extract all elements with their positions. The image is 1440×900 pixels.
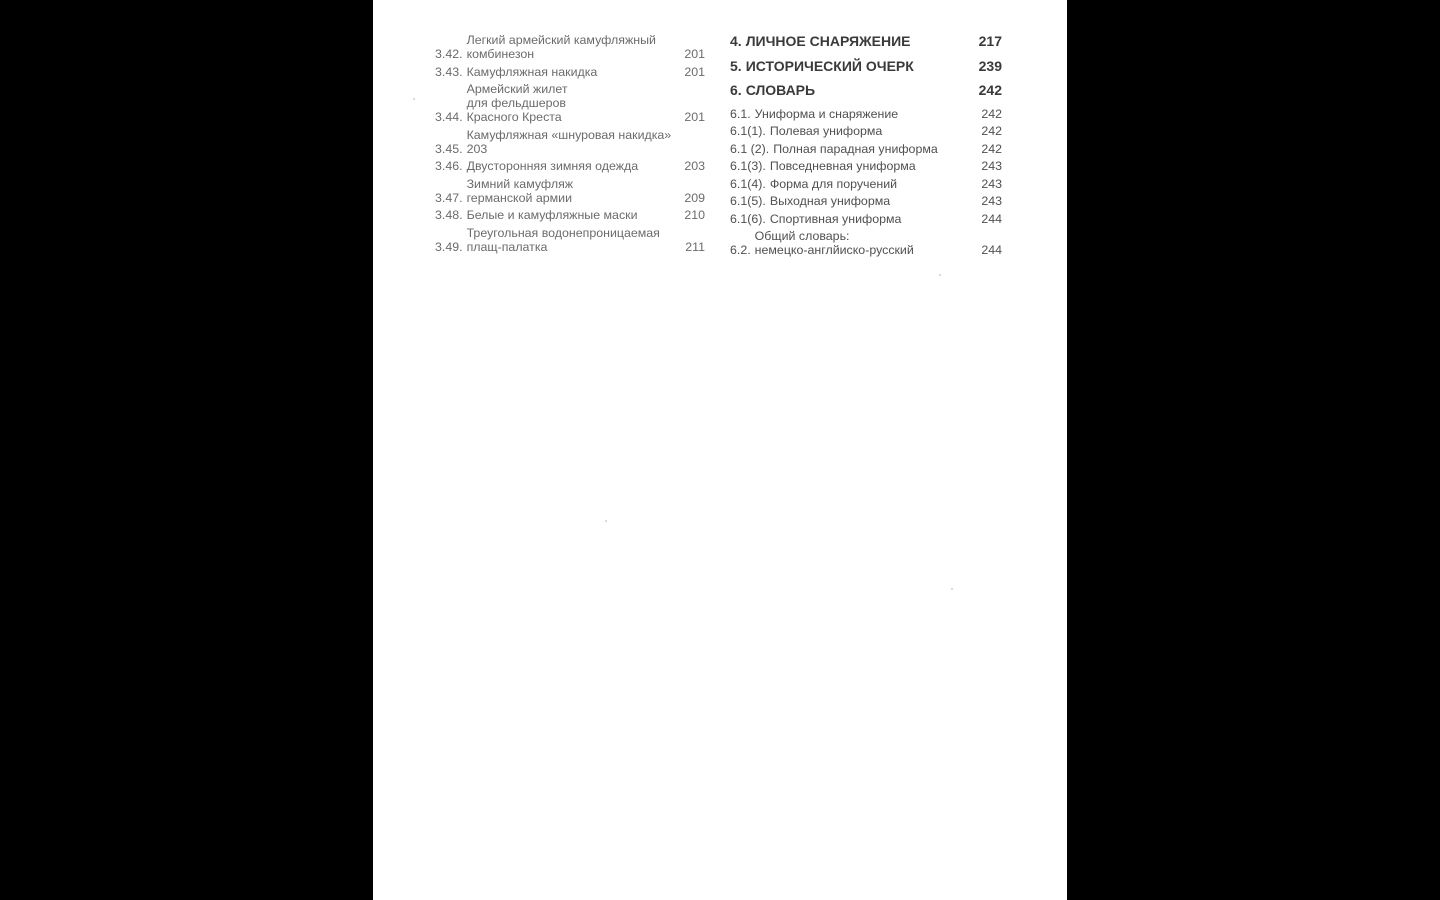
toc-entry — [730, 212, 1002, 226]
toc-entry-title: Полевая униформа — [769, 124, 883, 138]
scan-speck — [605, 520, 607, 522]
toc-entry-title: Двусторонняя зимняя одежда — [466, 159, 639, 173]
scan-speck — [951, 588, 953, 590]
toc-entry — [730, 177, 1002, 191]
toc-entry — [435, 177, 705, 205]
toc-entry-title: Камуфляжная накидка — [466, 64, 598, 79]
toc-entry-page: 243 — [981, 159, 1002, 173]
toc-entry-number: 3.49. — [435, 239, 463, 254]
toc-entry — [435, 128, 705, 156]
toc-entry — [435, 226, 705, 254]
toc-entry — [730, 194, 1002, 208]
toc-entry-number: 3.44. — [435, 110, 463, 124]
scan-speck — [413, 98, 415, 100]
toc-entry-number: 6.1(6). — [730, 211, 766, 226]
toc-entry — [730, 107, 1002, 121]
toc-left-column — [435, 33, 705, 257]
toc-entry-number: 5. — [730, 57, 742, 74]
toc-entry-page: 209 — [684, 190, 705, 205]
toc-entry-number: 6.1 (2). — [730, 141, 770, 156]
toc-entry-number: 3.46. — [435, 159, 463, 173]
toc-entry — [435, 208, 705, 222]
toc-entry — [730, 142, 1002, 156]
toc-entry-title: Повседневная униформа — [769, 159, 916, 173]
toc-entry-number: 3.48. — [435, 208, 463, 222]
toc-entry — [435, 159, 705, 173]
toc-entry-page: 243 — [981, 194, 1002, 208]
toc-entry-page: 201 — [684, 64, 705, 79]
toc-entry-number: 4. — [730, 33, 742, 49]
toc-entry-page: 244 — [981, 243, 1002, 257]
toc-entry-number: 3.43. — [435, 64, 463, 79]
toc-entry-page: 243 — [981, 176, 1002, 191]
toc-entry-number: 6.1. — [730, 106, 751, 121]
toc-entry-number: 6.1(4). — [730, 176, 766, 191]
toc-entry — [435, 33, 705, 61]
toc-entry-page: 242 — [978, 82, 1002, 98]
toc-entry-title: Камуфляжная «шнуровая накидка» 203 — [466, 127, 672, 156]
toc-entry-number: 6.1(3). — [730, 159, 766, 173]
toc-entry-title: Треугольная водонепроницаемая плащ-палатка — [466, 225, 660, 254]
toc-entry-page: 244 — [981, 211, 1002, 226]
toc-entry-page: 242 — [981, 141, 1002, 156]
toc-entry-title: Выходная униформа — [769, 194, 891, 208]
toc-entry — [435, 82, 705, 124]
toc-entry-title: Общий словарь: немецко-англйиско-русский — [754, 229, 914, 257]
toc-entry-page: 203 — [684, 159, 705, 173]
toc-entry-page: 201 — [684, 110, 705, 124]
toc-entry-page: 242 — [981, 124, 1002, 138]
toc-entry-number: 6.1(5). — [730, 194, 766, 208]
toc-entry-title: ЛИЧНОЕ СНАРЯЖЕНИЕ — [745, 33, 911, 49]
toc-entry-number: 6. — [730, 82, 742, 98]
toc-entry — [730, 159, 1002, 173]
scan-speck — [939, 274, 941, 276]
toc-chapter-entry — [730, 58, 1002, 74]
toc-entry-title: Зимний камуфляж германской армии — [466, 176, 574, 205]
toc-entry-title: Униформа и снаряжение — [754, 106, 899, 121]
toc-entry-page: 210 — [684, 208, 705, 222]
toc-entry-page: 211 — [685, 239, 705, 254]
toc-entry — [435, 65, 705, 79]
toc-chapter-entry — [730, 33, 1002, 49]
toc-entry-number: 3.45. — [435, 141, 463, 156]
toc-entry — [730, 229, 1002, 257]
toc-entry-number: 3.47. — [435, 190, 463, 205]
toc-entry-page: 239 — [978, 57, 1002, 74]
toc-entry-title: Форма для поручений — [769, 176, 898, 191]
toc-entry-title: Легкий армейский камуфляжный комбинезон — [466, 33, 656, 61]
toc-entry-number: 6.1(1). — [730, 124, 766, 138]
toc-entry-page: 242 — [981, 106, 1002, 121]
toc-chapter-entry — [730, 82, 1002, 98]
toc-entry — [730, 124, 1002, 138]
toc-entry-title: СЛОВАРЬ — [745, 82, 816, 98]
toc-right-column — [730, 33, 1002, 261]
toc-entry-page: 217 — [978, 33, 1002, 49]
toc-entry-page: 201 — [684, 47, 705, 61]
toc-entry-title: Полная парадная униформа — [773, 141, 938, 156]
toc-entry-title: ИСТОРИЧЕСКИЙ ОЧЕРК — [745, 57, 914, 74]
toc-entry-title: Спортивная униформа — [769, 211, 902, 226]
document-page — [373, 0, 1067, 900]
toc-entry-title: Белые и камуфляжные маски — [466, 208, 638, 222]
toc-entry-number: 3.42. — [435, 47, 463, 61]
toc-entry-title: Армейский жилет для фельдшеров Красного Креста — [466, 82, 568, 124]
toc-entry-number: 6.2. — [730, 243, 751, 257]
